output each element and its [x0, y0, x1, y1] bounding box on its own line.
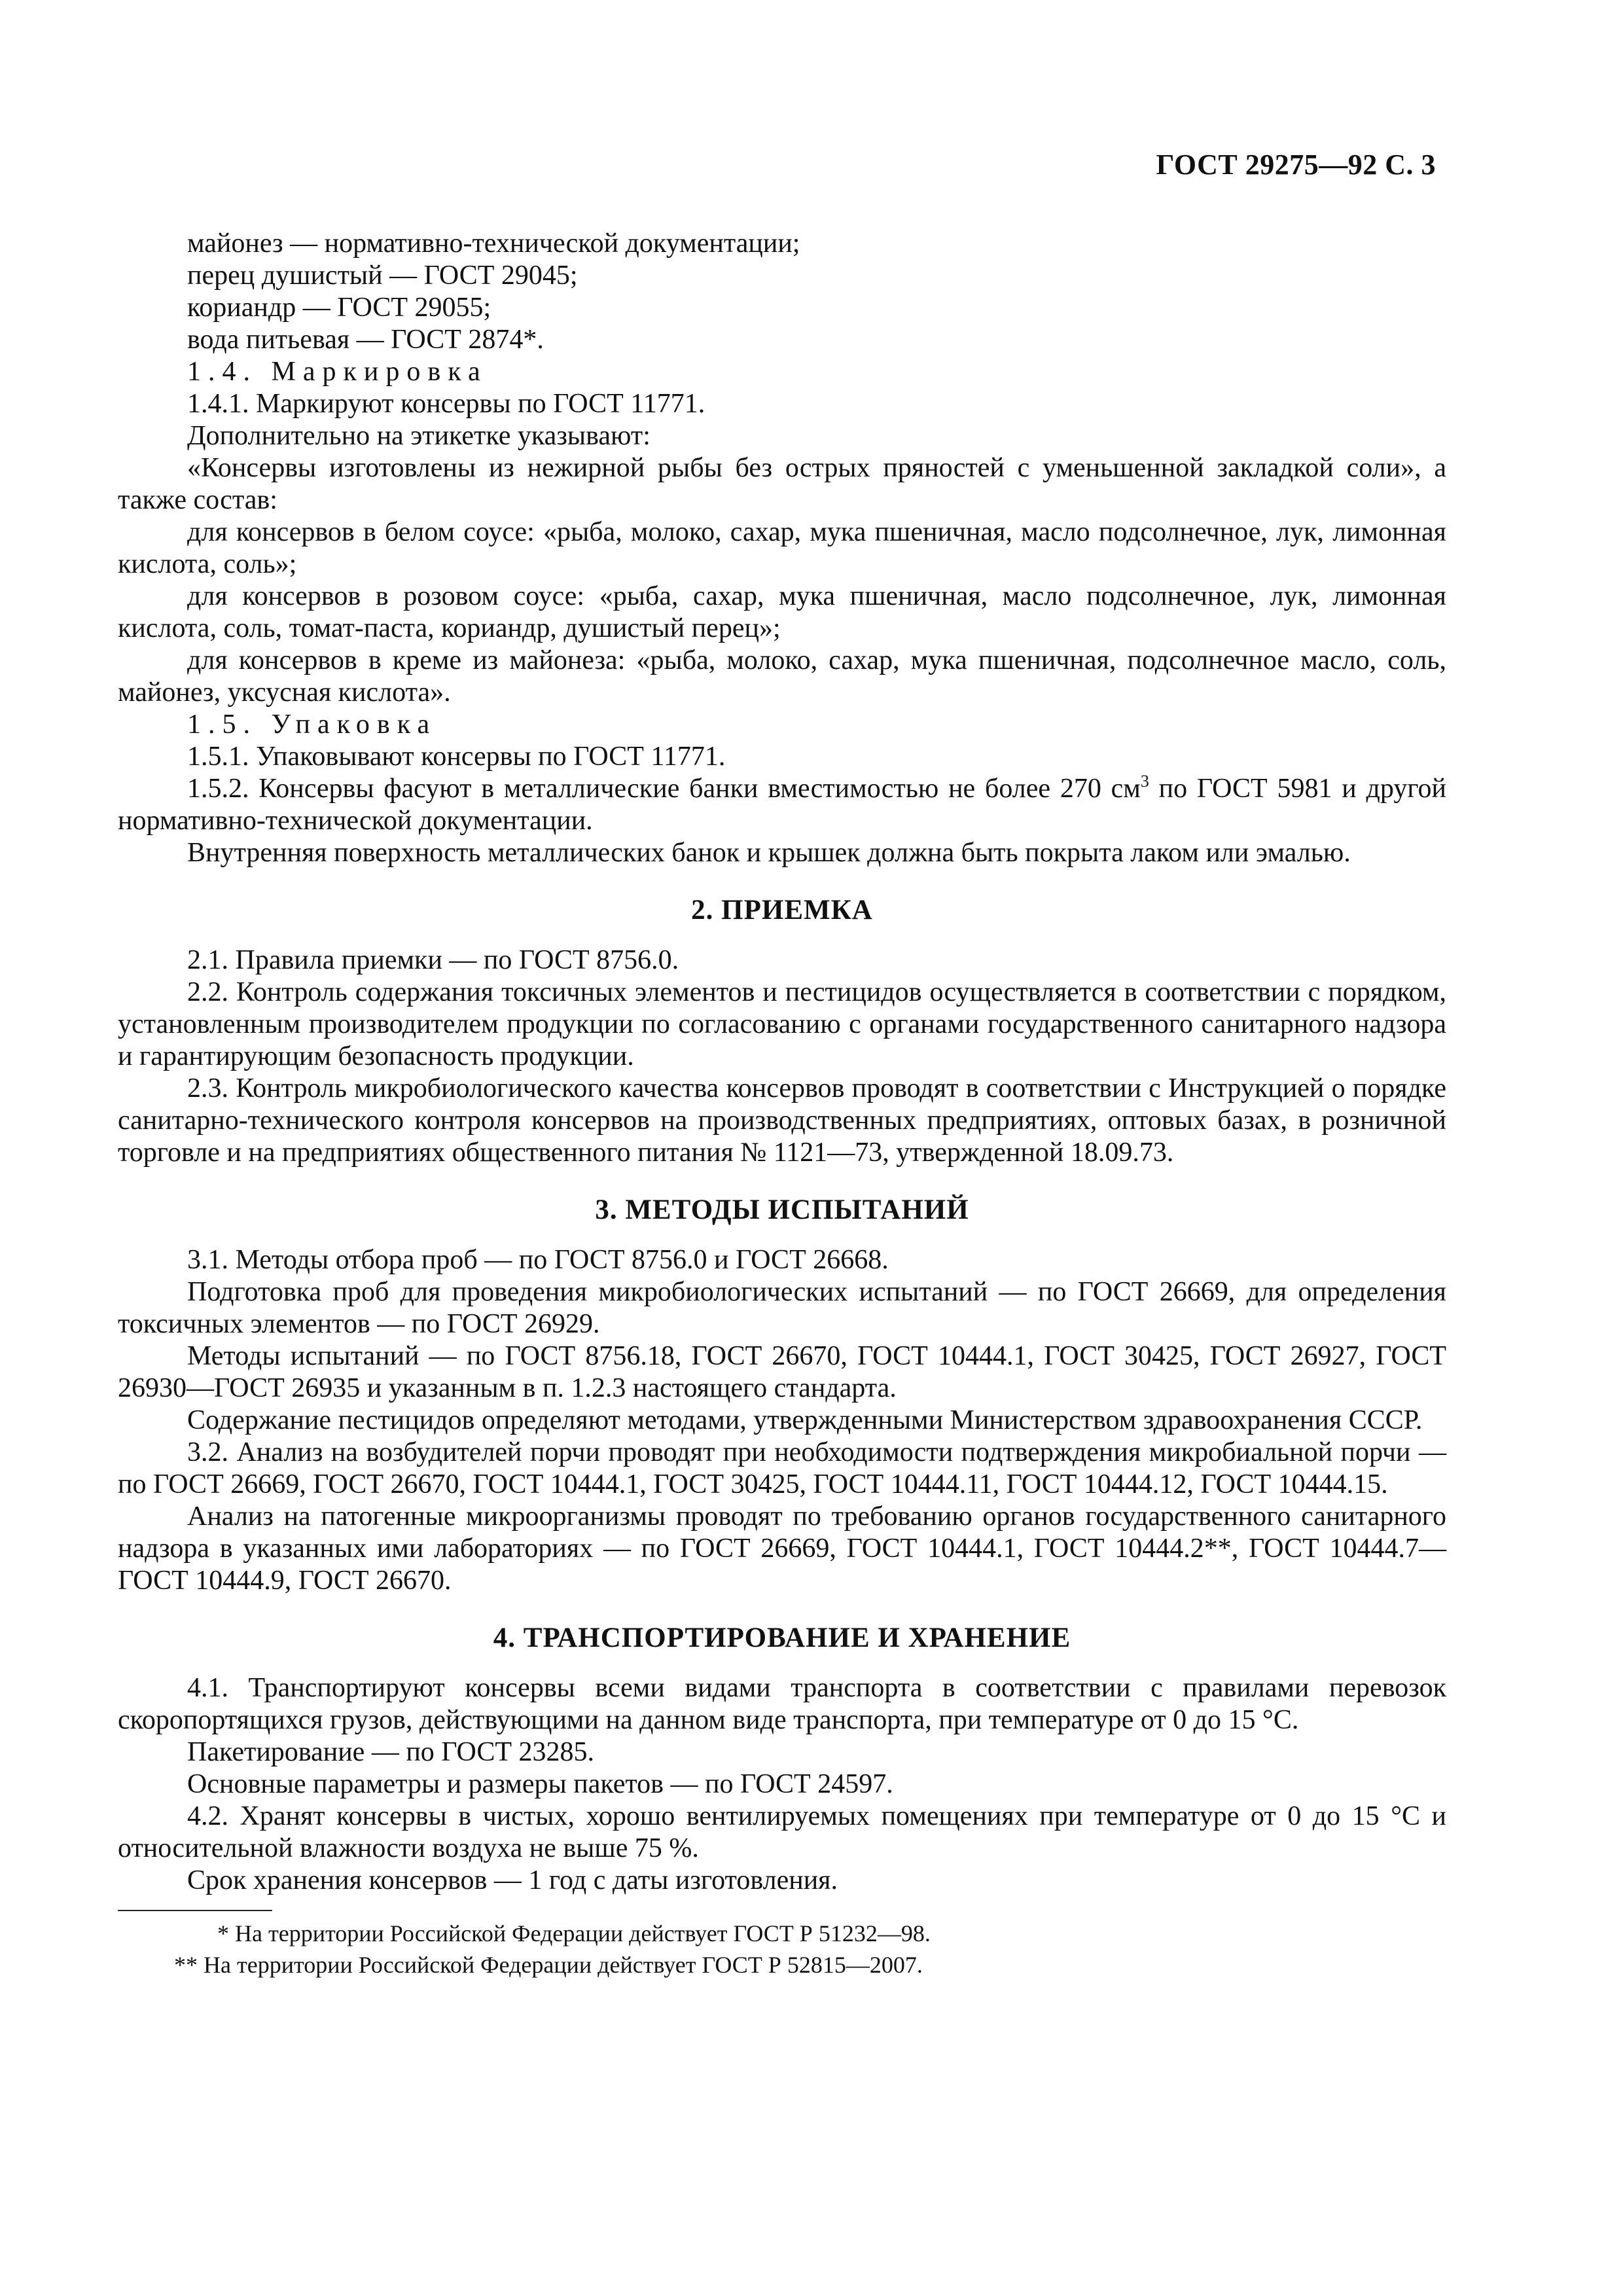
section-heading-test-methods: 3. МЕТОДЫ ИСПЫТАНИЙ — [595, 1194, 969, 1225]
footnote: * На территории Российской Федерации действует ГОСТ Р 51232—98. — [217, 1920, 931, 1946]
paragraph: Содержание пестицидов определяют методами, утвержденными Министерством здравоохранения СССР. — [187, 1405, 1423, 1435]
paragraph: для консервов в креме из майонеза: «рыба, молоко, сахар, мука пшеничная, подсолнечное масло, соль, майонез, уксусная кислота». — [118, 645, 1446, 708]
page-header: ГОСТ 29275—92 С. 3 — [1156, 149, 1436, 181]
paragraph: Методы испытаний — по ГОСТ 8756.18, ГОСТ 26670, ГОСТ 10444.1, ГОСТ 30425, ГОСТ 26927, ГОСТ 26930—ГОСТ 26935 и указанным в п. 1.2.3 настоящего стандарта. — [118, 1341, 1446, 1403]
paragraph: Внутренняя поверхность металлических банок и крышек должна быть покрыта лаком или эмалью. — [187, 838, 1351, 868]
section-heading-acceptance: 2. ПРИЕМКА — [691, 895, 873, 925]
section-heading-transport-storage: 4. ТРАНСПОРТИРОВАНИЕ И ХРАНЕНИЕ — [493, 1623, 1071, 1653]
paragraph: 3.2. Анализ на возбудителей порчи проводят при необходимости подтверждения микробиальной порчи — по ГОСТ 26669, ГОСТ 26670, ГОСТ 10444.1, ГОСТ 30425, ГОСТ 10444.11, ГОСТ 10444.12, ГОСТ 10444.15. — [118, 1437, 1446, 1499]
paragraph-1-5-2 — [118, 773, 1446, 837]
paragraph: майонез — нормативно-технической документации; — [187, 228, 800, 259]
superscript: 3 — [1140, 772, 1149, 791]
subsection-heading-marking: 1.4. Маркировка — [187, 357, 488, 387]
paragraph: 1.4.1. Маркируют консервы по ГОСТ 11771. — [187, 389, 705, 419]
paragraph: 2.2. Контроль содержания токсичных элементов и пестицидов осуществляется в соответствии с порядком, установленным производителем продукции по согласованию с органами государственного санитарного надзора и гарантирующим безопасность продукции. — [118, 977, 1446, 1071]
paragraph: 1.5.1. Упаковывают консервы по ГОСТ 11771. — [187, 742, 726, 772]
paragraph: Дополнительно на этикетке указывают: — [187, 421, 651, 451]
paragraph: 2.3. Контроль микробиологического качества консервов проводят в соответствии с Инструкцией о порядке санитарно-технического контроля консервов на производственных предприятиях, оптовых базах, в розничной торговле и на предприятиях общественного питания № 1121—73, утвержденной 18.09.73. — [118, 1073, 1446, 1168]
paragraph: Срок хранения консервов — 1 год с даты изготовления. — [187, 1865, 838, 1895]
paragraph: 2.1. Правила приемки — по ГОСТ 8756.0. — [187, 945, 679, 975]
paragraph: для консервов в белом соусе: «рыба, молоко, сахар, мука пшеничная, масло подсолнечное, лук, лимонная кислота, соль»; — [118, 517, 1446, 579]
footnote: ** На территории Российской Федерации действует ГОСТ Р 52815—2007. — [174, 1952, 923, 1978]
paragraph: 3.1. Методы отбора проб — по ГОСТ 8756.0 и ГОСТ 26668. — [187, 1245, 889, 1275]
paragraph: Пакетирование — по ГОСТ 23285. — [187, 1737, 595, 1767]
paragraph: «Консервы изготовлены из нежирной рыбы без острых пряностей с уменьшенной закладкой соли», а также состав: — [118, 453, 1446, 515]
paragraph: Подготовка проб для проведения микробиологических испытаний — по ГОСТ 26669, для определения токсичных элементов — по ГОСТ 26929. — [118, 1277, 1446, 1339]
paragraph: кориандр — ГОСТ 29055; — [187, 293, 491, 323]
document-body — [118, 228, 1446, 1981]
paragraph: для консервов в розовом соусе: «рыба, сахар, мука пшеничная, масло подсолнечное, лук, лимонная кислота, соль, томат-паста, кориандр, душистый перец»; — [118, 581, 1446, 643]
paragraph: перец душистый — ГОСТ 29045; — [187, 260, 578, 291]
subsection-heading-packaging: 1.5. Упаковка — [187, 709, 437, 740]
text-part: 1.5.2. Консервы фасуют в металлические банки вместимостью не более 270 см — [187, 774, 1141, 804]
paragraph: 4.2. Хранят консервы в чистых, хорошо вентилируемых помещениях при температуре от 0 до 15 °С и относительной влажности воздуха не выше 75 %. — [118, 1801, 1446, 1863]
paragraph: Анализ на патогенные микроорганизмы проводят по требованию органов государственного санитарного надзора в указанных ими лабораториях — по ГОСТ 26669, ГОСТ 10444.1, ГОСТ 10444.2**, ГОСТ 10444.7—ГОСТ 10444.9, ГОСТ 26670. — [118, 1501, 1446, 1596]
paragraph: вода питьевая — ГОСТ 2874*. — [187, 325, 544, 355]
footnote-divider — [118, 1910, 272, 1911]
paragraph: 4.1. Транспортируют консервы всеми видами транспорта в соответствии с правилами перевозок скоропортящихся грузов, действующими на данном виде транспорта, при температуре от 0 до 15 °С. — [118, 1673, 1446, 1735]
text-part: по ГОСТ 5981 и другой нормативно-технической документации. — [118, 774, 1446, 836]
paragraph: Основные параметры и размеры пакетов — по ГОСТ 24597. — [187, 1769, 893, 1799]
